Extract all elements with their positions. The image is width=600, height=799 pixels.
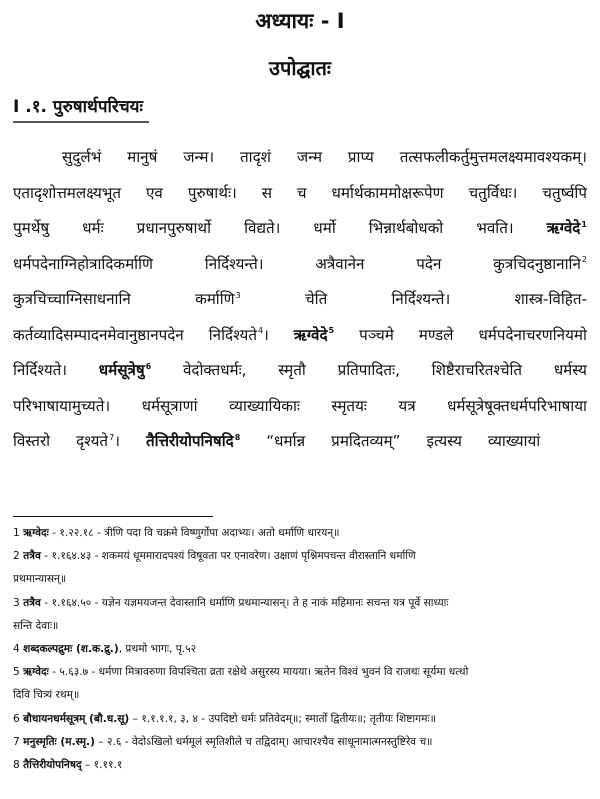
word-text: दृश्यते: [76, 432, 109, 450]
footnote-source: शब्दकल्पद्रुमः (श.क.द्रु.): [23, 642, 119, 655]
word: [229, 389, 300, 425]
word-text: भवति।: [476, 219, 514, 237]
word-text: परिभाषायामुच्यते।: [13, 396, 111, 415]
word: [82, 211, 104, 247]
footnote-number: 3: [13, 596, 24, 609]
body-line: [13, 353, 587, 389]
footnote-source: बौधायनधर्मसूत्रम् (बौ.ध.सू): [23, 712, 130, 725]
footnote-item: [13, 708, 593, 731]
footnote-text: सन्ति देवाः॥: [13, 619, 59, 632]
word-text: मानुषं: [127, 148, 158, 166]
footnote-text: दिवि चित्र्यं रथम्॥: [13, 689, 80, 702]
word: [13, 282, 131, 318]
word: [188, 176, 237, 212]
word-text: व्याख्यायिकाः: [228, 396, 300, 415]
word: [146, 176, 163, 212]
word: [13, 424, 50, 460]
word-text: धर्मसूत्रेषूक्तधर्मपरिभाषाया: [447, 396, 587, 415]
word: [305, 282, 327, 318]
footnote-referenced-word: [493, 247, 587, 283]
word: [183, 140, 214, 176]
word-text: ऋग्वेदे: [546, 219, 581, 237]
word-text: प्रतिपादितः,: [337, 361, 400, 379]
body-line: [13, 424, 587, 460]
word: [13, 389, 110, 425]
subsection-heading: I .१. पुरुषार्थपरिचयः: [13, 94, 149, 123]
word: [416, 247, 441, 283]
footnote-text: – १.१.१.१, ३, ४ - उपदिष्टो धर्मः प्रतिवेदम्॥; स्मार्तो द्वितीयः॥; तृतीयः शिष्टागमः॥: [129, 712, 436, 725]
word: [338, 353, 400, 389]
word-text: यत्र: [398, 396, 416, 415]
word-text: पुमर्थेषु: [13, 219, 50, 237]
word-text: चतुर्विधः।: [468, 183, 518, 202]
word: [205, 247, 264, 283]
word: [244, 211, 280, 247]
footnotes-list: [13, 522, 593, 777]
word: [315, 247, 364, 283]
footnote-marker[interactable]: 3: [235, 290, 241, 300]
footnote-number: 8: [13, 758, 24, 771]
word: [297, 140, 322, 176]
word: [427, 424, 462, 460]
footnote-referenced-word: [547, 211, 587, 247]
word: [514, 282, 587, 318]
body-line: [13, 140, 587, 176]
word: [137, 211, 211, 247]
word-text: च: [296, 183, 307, 202]
word-text: स: [261, 183, 272, 202]
word-text: व्याख्यायां: [487, 432, 541, 450]
word-text: शिष्टैराचरितश्चेति: [431, 361, 523, 379]
word-text: तादृशं: [240, 148, 271, 166]
footnote-separator: [13, 516, 213, 517]
footnote-referenced-word: [294, 318, 334, 354]
word-text: इत्यस्य: [426, 432, 462, 450]
word: [13, 176, 121, 212]
word-text: धर्मसूत्राणां: [141, 396, 198, 415]
word: [488, 424, 540, 460]
word: [554, 353, 587, 389]
word: [447, 389, 587, 425]
word: [266, 424, 305, 460]
word-text: धर्मपदेनाचरणनियमो: [478, 325, 587, 344]
footnote-source: तत्रैव: [23, 550, 41, 563]
footnote-item: [13, 545, 593, 568]
word-text: कुत्रचिच्चाग्निसाधनानि: [13, 290, 131, 308]
word-text: धर्मो: [313, 219, 336, 237]
word-text: मण्डले: [418, 325, 454, 344]
section-title: उपोद्घातः: [269, 56, 331, 80]
word-text: पदेन: [416, 254, 442, 273]
word: [398, 389, 415, 425]
footnote-source: ऋग्वेदः: [23, 666, 49, 679]
footnote-source: तत्रैव: [23, 596, 41, 609]
footnote-text: - १.१६४.४३ - शकमयं धूममारादपश्यं विषूवता पर एनावरेण। उक्षाणं पृश्निमपचन्त वीरास्तानि धर्माणि: [40, 550, 416, 563]
word: [13, 318, 184, 354]
word-text: शास्त्र-विहित-: [514, 290, 587, 308]
word-text: विस्तरो: [13, 432, 51, 450]
word: [127, 140, 157, 176]
word: [240, 140, 271, 176]
word-text: पुरुषार्थः।: [187, 183, 237, 202]
word: [13, 247, 153, 283]
footnote-referenced-word: [195, 282, 241, 318]
body-line: [13, 247, 587, 283]
word: [369, 211, 443, 247]
word-text: भिन्नार्थबोधको: [368, 219, 444, 237]
word: [391, 282, 450, 318]
footnote-marker[interactable]: 8: [234, 432, 241, 442]
footnote-item: [13, 684, 593, 707]
word-text: जन्म।: [183, 148, 215, 166]
danda: ।: [263, 325, 269, 344]
word: [142, 389, 198, 425]
footnote-text: - १.१६४.५० - यज्ञेन यज्ञमयजन्त देवास्तानि धर्माणि प्रथमान्यासन्। ते ह नाकं महिमानः सचन्त यत्र पूर्वे साध्याः: [40, 596, 449, 609]
word: [13, 211, 49, 247]
word-text: वेदोक्तधर्मः,: [182, 361, 247, 379]
word-text: जन्म: [296, 148, 323, 166]
word-text: ऋग्वेदे: [293, 325, 328, 344]
footnote-number: 5: [13, 666, 24, 679]
footnote-item: [13, 568, 593, 591]
footnote-referenced-word: [99, 353, 151, 389]
footnote-item: [13, 592, 593, 615]
word-text: प्रमदितव्यम्”: [331, 432, 401, 450]
footnote-item: [13, 615, 593, 638]
body-line: [13, 318, 587, 354]
word-text: धर्मार्थकाममोक्षरूपेण: [331, 183, 444, 202]
footnote-item: [13, 661, 593, 684]
footnote-item: [13, 522, 593, 545]
word: [62, 140, 101, 176]
word-text: निर्दिश्यन्ते।: [391, 290, 451, 308]
word-text: सुदुर्लभं: [62, 148, 102, 166]
word-text: तैत्तिरीयोपनिषदि: [145, 432, 234, 450]
word-text: प्रधानपुरुषार्थो: [136, 219, 212, 237]
word-text: चेति: [305, 290, 328, 308]
footnote-marker[interactable]: 1: [581, 219, 587, 229]
word-text: स्मृतौ: [278, 361, 306, 379]
footnote-marker[interactable]: 4: [257, 326, 264, 336]
word: [297, 176, 307, 212]
body-line: [13, 282, 587, 318]
word: [469, 176, 518, 212]
footnote-number: 4: [13, 642, 24, 655]
footnote-marker[interactable]: 7: [109, 432, 115, 442]
word-text: चतुर्ष्वपि: [542, 183, 587, 202]
footnote-source: मनुस्मृतिः (म.स्मृ.): [23, 735, 95, 748]
word-text: धर्मस्य: [553, 361, 587, 379]
footnote-item: [13, 754, 593, 777]
footnote-text: - १.२२.१८ - त्रीणि पदा वि चक्रमे विष्णुर्गोपा अदाभ्यः। अतो धर्माणि धारयन्॥: [48, 527, 340, 539]
footnote-text: , प्रथमो भागः, पृ.५२: [118, 642, 197, 655]
footnote-source: ऋग्वेदः: [23, 527, 49, 539]
word-text: “धर्मान्न: [266, 432, 306, 450]
word-text: निर्दिश्यन्ते।: [204, 254, 264, 273]
word: [332, 176, 444, 212]
word-text: धर्मः: [82, 219, 104, 237]
word-text: एतादृशोत्तमलक्ष्यभूत: [13, 183, 122, 202]
word-text: अत्रैवानेन: [315, 254, 365, 273]
body-line: [13, 389, 587, 425]
word: [13, 353, 67, 389]
footnote-item: [13, 638, 593, 661]
footnote-text: – २.६ - वेदोऽखिलो धर्ममूलं स्मृतिशीले च तद्विदाम्। आचारश्चैव साधूनामात्मनस्तुष्टिरेव च॥: [94, 735, 433, 748]
word: [348, 140, 374, 176]
word-text: स्मृतयः: [331, 396, 367, 415]
word-text: कुत्रचिदनुष्ठानानि: [493, 254, 581, 273]
footnote-text: – १.११.१: [81, 758, 123, 771]
danda: ।: [114, 432, 120, 450]
footnote-number: 2: [13, 550, 24, 563]
word-text: धर्मपदेनाग्निहोत्रादिकर्माणि: [13, 254, 154, 273]
word-text: एव: [146, 183, 163, 202]
footnote-text: - ५.६३.७ - धर्मणा मित्रावरुणा विपश्चिता व्रता रक्षेथे असुरस्य मायया। ऋतेन विश्वं भुवनं वि राजथः सूर्यमा धत्थो: [48, 666, 469, 679]
word-text: धर्मसूत्रेषु: [98, 361, 145, 379]
footnote-number: 6: [13, 712, 24, 725]
word-text: निर्दिश्यते।: [13, 361, 68, 379]
word: [478, 318, 587, 354]
word-text: कर्तव्यादिसम्पादनमेवानुष्ठानपदेन: [13, 325, 184, 344]
footnote-source: तैत्तिरीयोपनिषद्: [23, 758, 82, 771]
word-text: विद्यते।: [244, 219, 281, 237]
word: [419, 318, 454, 354]
footnote-number: 7: [13, 735, 24, 748]
footnote-referenced-word: [146, 424, 240, 460]
word: [313, 211, 335, 247]
word: [278, 353, 306, 389]
word: [400, 140, 587, 176]
word: [183, 353, 247, 389]
word: [359, 318, 394, 354]
footnote-marker[interactable]: 6: [145, 361, 152, 371]
body-line: [13, 176, 587, 212]
word-text: कर्माणि: [195, 290, 235, 308]
footnote-number: 1: [13, 527, 24, 539]
body-line: [13, 211, 587, 247]
word: [331, 424, 400, 460]
word-text: प्राप्य: [347, 148, 374, 166]
footnote-marker[interactable]: 2: [581, 255, 587, 265]
footnote-text: प्रथमान्यासन्॥: [13, 573, 67, 586]
word: [432, 353, 522, 389]
footnote-referenced-word: [76, 424, 120, 460]
word: [476, 211, 513, 247]
footnote-item: [13, 731, 593, 754]
footnote-referenced-word: [209, 318, 269, 354]
word: [262, 176, 272, 212]
word-text: तत्सफलीकर्तुमुत्तमलक्ष्यमावश्यकम्।: [399, 148, 587, 166]
word: [542, 176, 587, 212]
word-text: निर्दिश्यते: [208, 325, 257, 344]
word-text: पञ्चमे: [359, 325, 394, 344]
word: [331, 389, 367, 425]
footnote-marker[interactable]: 5: [328, 326, 335, 336]
body-paragraph: [13, 140, 587, 460]
chapter-title: अध्यायः - I: [255, 9, 345, 33]
